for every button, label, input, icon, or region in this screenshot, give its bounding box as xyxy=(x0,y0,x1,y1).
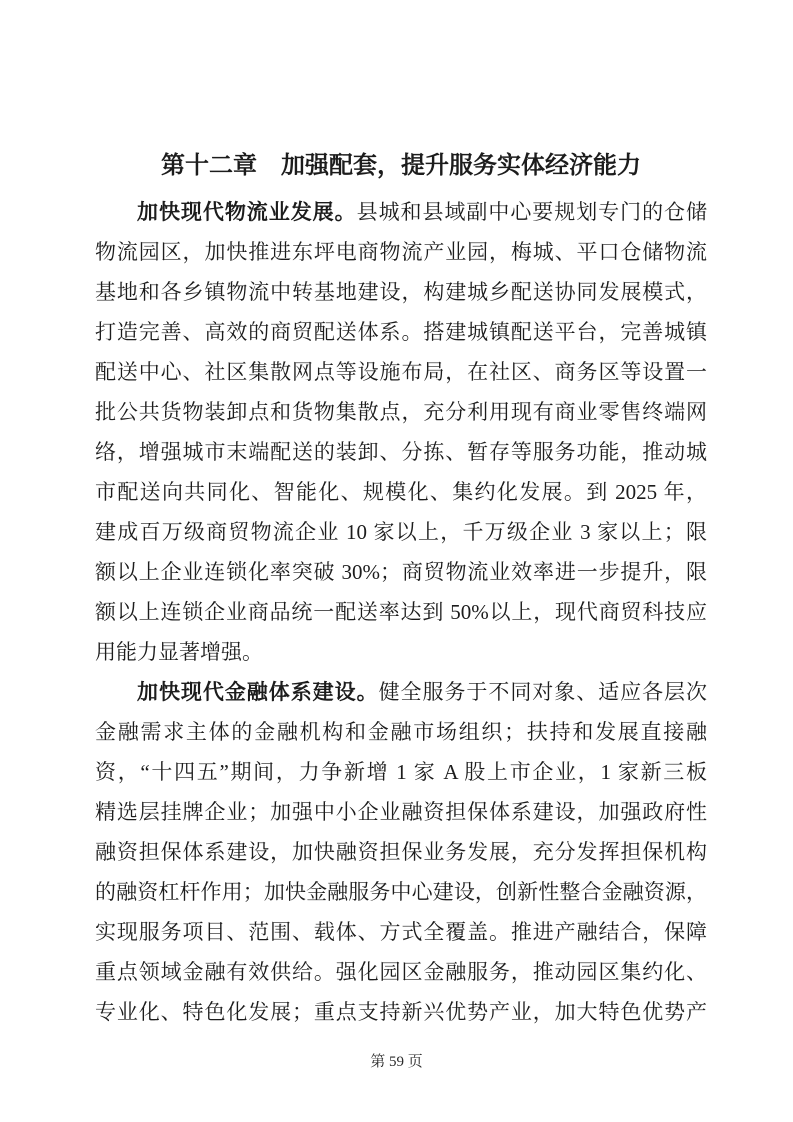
text-line: 的融资杠杆作用；加快金融服务中心建设，创新性整合金融资源， xyxy=(95,880,707,904)
text-line: 额以上连锁企业商品统一配送率达到 50%以上，现代商贸科技应 xyxy=(95,600,707,624)
page-content xyxy=(95,146,707,1032)
text-line: 实现服务项目、范围、载体、方式全覆盖。推进产融结合，保障 xyxy=(95,920,707,944)
text-line: 批公共货物装卸点和货物集散点，充分利用现有商业零售终端网 xyxy=(95,400,707,424)
text-line: 打造完善、高效的商贸配送体系。搭建城镇配送平台，完善城镇 xyxy=(95,320,707,344)
text-line: 金融需求主体的金融机构和金融市场组织；扶持和发展直接融 xyxy=(95,720,707,744)
page-number: 第 59 页 xyxy=(370,1054,423,1070)
paragraph-logistics xyxy=(95,192,707,672)
text-line: 络，增强城市末端配送的装卸、分拣、暂存等服务功能，推动城 xyxy=(95,440,707,464)
paragraph-text: 健全服务于不同对象、适应各层次 xyxy=(378,680,707,704)
paragraph-lead: 加快现代物流业发展。 xyxy=(137,200,357,224)
text-line: 建成百万级商贸物流企业 10 家以上，千万级企业 3 家以上；限 xyxy=(95,520,707,544)
text-line: 精选层挂牌企业；加强中小企业融资担保体系建设，加强政府性 xyxy=(95,800,707,824)
text-line: 物流园区，加快推进东坪电商物流产业园，梅城、平口仓储物流 xyxy=(95,240,707,264)
paragraph-lead: 加快现代金融体系建设。 xyxy=(137,680,379,704)
text-line: 专业化、特色化发展；重点支持新兴优势产业，加大特色优势产 xyxy=(95,1000,707,1024)
text-line xyxy=(95,192,707,232)
text-line: 市配送向共同化、智能化、规模化、集约化发展。到 2025 年， xyxy=(95,480,707,504)
text-line: 用能力显著增强。 xyxy=(95,640,263,664)
text-line: 重点领域金融有效供给。强化园区金融服务，推动园区集约化、 xyxy=(95,960,707,984)
text-line: 配送中心、社区集散网点等设施布局，在社区、商务区等设置一 xyxy=(95,360,707,384)
chapter-title: 第十二章 加强配套，提升服务实体经济能力 xyxy=(161,153,641,179)
text-line: 融资担保体系建设，加快融资担保业务发展，充分发挥担保机构 xyxy=(95,840,707,864)
text-line: 资，“十四五”期间，力争新增 1 家 A 股上市企业，1 家新三板 xyxy=(95,760,707,784)
text-line: 基地和各乡镇物流中转基地建设，构建城乡配送协同发展模式， xyxy=(95,280,707,304)
paragraph-finance xyxy=(95,672,707,1032)
paragraph-text: 县城和县域副中心要规划专门的仓储 xyxy=(356,200,707,224)
text-line xyxy=(95,672,707,712)
text-line: 额以上企业连锁化率突破 30%；商贸物流业效率进一步提升，限 xyxy=(95,560,707,584)
